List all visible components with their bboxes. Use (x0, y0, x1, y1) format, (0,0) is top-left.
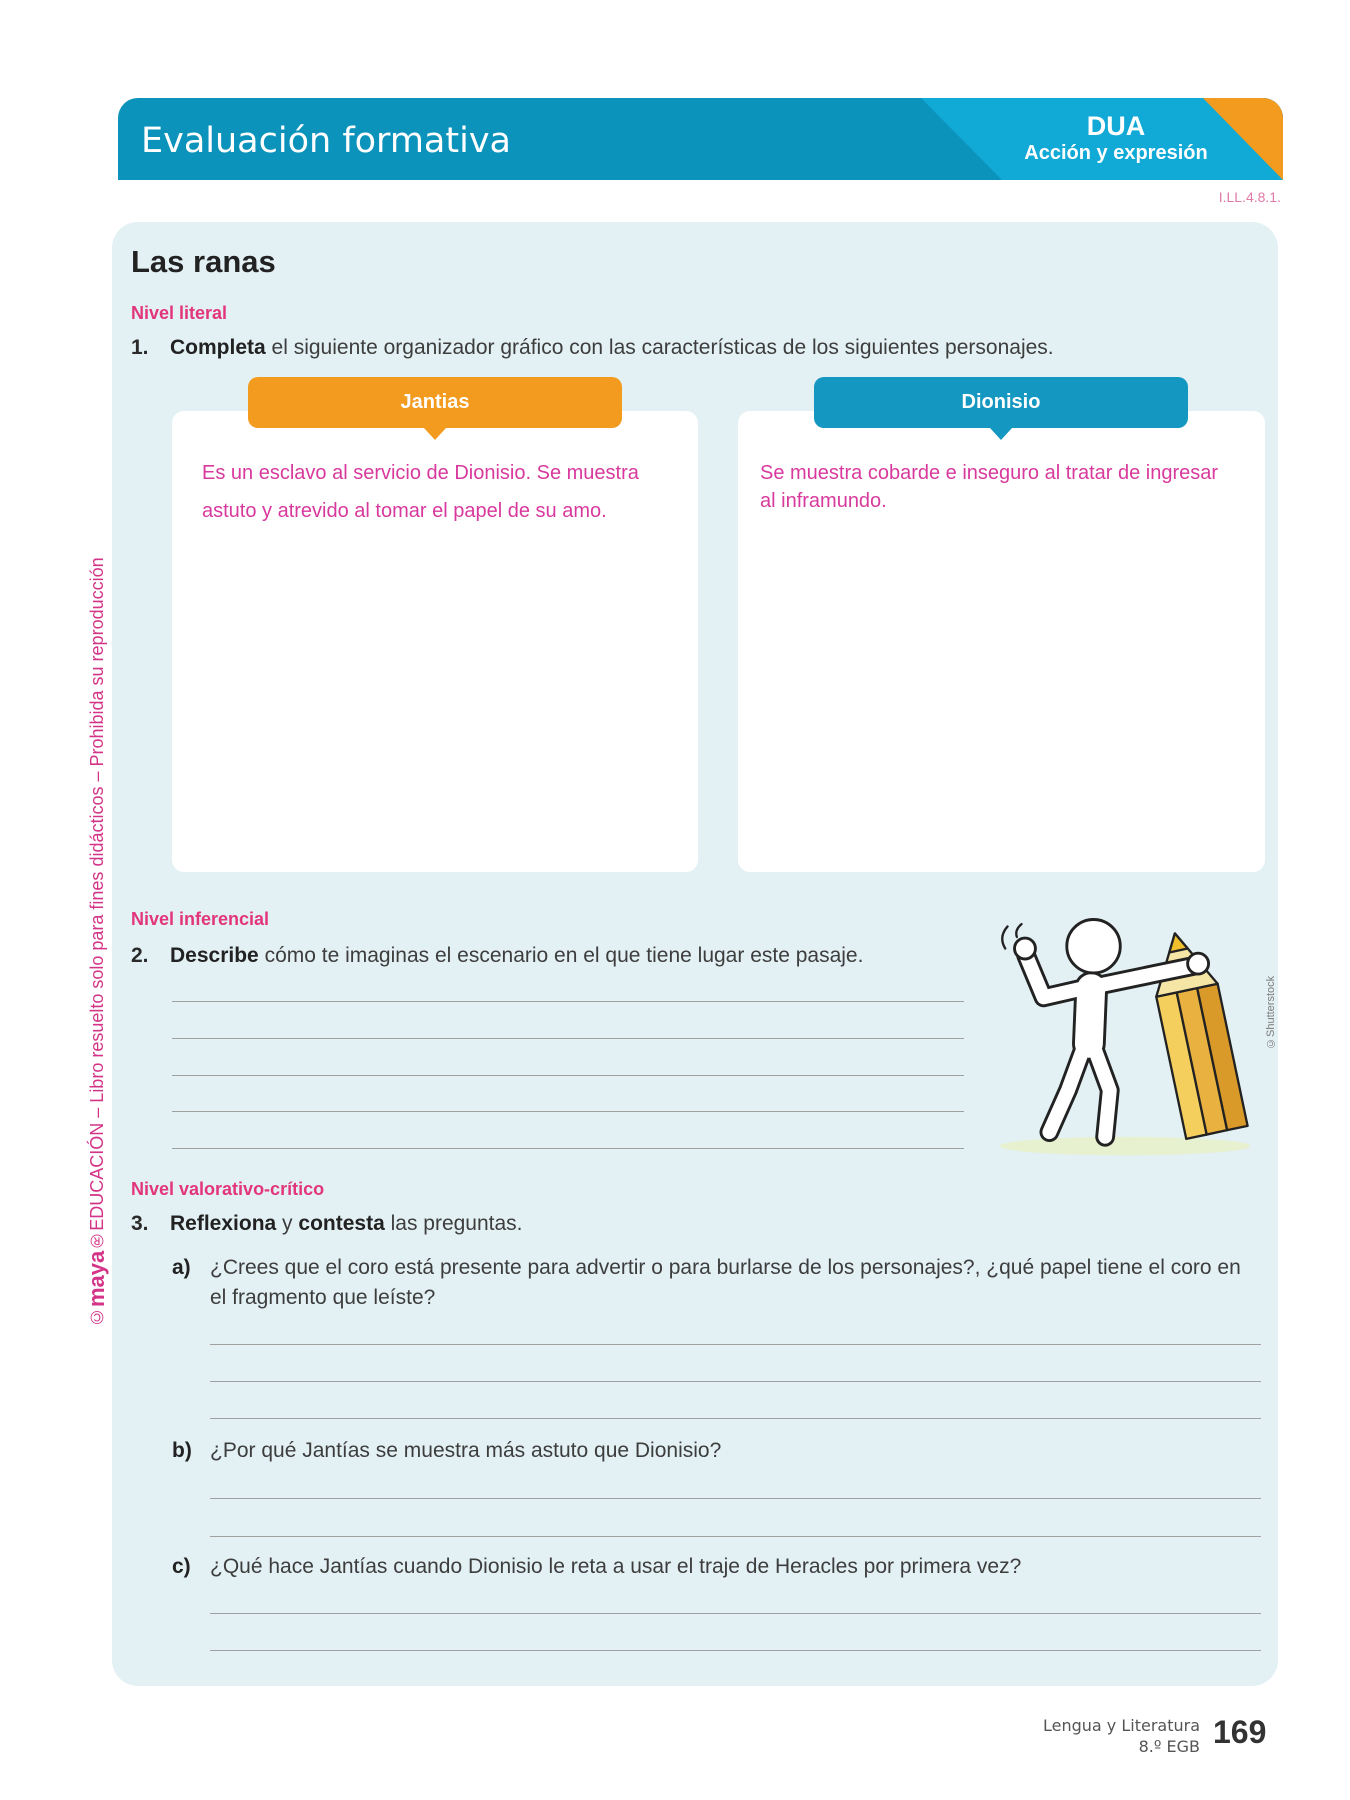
answer-dionisio: Se muestra cobarde e inseguro al tratar de ingresar al inframundo. (760, 462, 1219, 512)
organizer-card-jantias (172, 411, 698, 872)
subquestion-label: c) (172, 1555, 191, 1578)
character-tag-label: Jantias (400, 391, 470, 413)
footer-subject: Lengua y Literatura (1042, 1716, 1200, 1735)
header-title: Evaluación formativa (141, 121, 511, 161)
answer-line (210, 1381, 1261, 1382)
answer-line (172, 1038, 964, 1039)
footer-grade: 8.º EGB (1138, 1737, 1200, 1756)
subquestion-label: a) (172, 1256, 191, 1279)
answer-line (210, 1498, 1261, 1499)
subquestion-text: ¿Qué hace Jantías cuando Dionisio le reta a usar el traje de Heracles por primera vez? (210, 1555, 1022, 1578)
answer-jantias: Es un esclavo al servicio de Dionisio. Se muestra astuto y atrevido al tomar el papel de su amo. (202, 462, 639, 522)
notice-text: ®EDUCACIÓN – Libro resuelto solo para fines didácticos – Prohibida su reproducción (87, 557, 107, 1251)
tag-pointer (424, 428, 446, 440)
question-verb: contesta (298, 1212, 385, 1235)
hand-on-pencil (1188, 953, 1209, 974)
raised-hand (1015, 938, 1036, 959)
image-credit: ©Shutterstock (1265, 975, 1277, 1049)
answer-line (172, 1001, 964, 1002)
subquestion-text: ¿Crees que el coro está presente para advertir o para burlarse de los personajes?, ¿qué papel tiene el coro en el fragmento que leíste? (210, 1256, 1241, 1309)
character-tag-label: Dionisio (961, 391, 1041, 413)
copyright-symbol: © (87, 1307, 107, 1327)
activity-panel (112, 222, 1278, 1686)
question-number: 1. (131, 336, 149, 359)
question-2 (131, 943, 863, 969)
question-conjunction: y (282, 1212, 293, 1235)
answer-line (210, 1344, 1261, 1345)
activity-title: Las ranas (131, 244, 276, 279)
page-number: 169 (1213, 1714, 1267, 1750)
subquestion-label: b) (172, 1439, 192, 1462)
answer-line (210, 1613, 1261, 1614)
pencil-character-illustration (991, 916, 1253, 1160)
character-tag-jantias (248, 377, 622, 428)
answer-line (210, 1650, 1261, 1651)
pencil-tip (1169, 933, 1187, 952)
answer-line (172, 1111, 964, 1112)
dua-subtitle: Acción y expresión (1024, 142, 1208, 164)
brand-logo-text: maya (84, 1250, 109, 1307)
dua-badge (1016, 111, 1216, 165)
level-label-critical: Nivel valorativo-crítico (131, 1179, 325, 1199)
figure-head (1067, 919, 1120, 972)
question-verb: Completa (170, 336, 266, 359)
copyright-notice (86, 493, 108, 1327)
section-header (118, 98, 1283, 180)
answer-line (210, 1536, 1261, 1537)
dua-title: DUA (1086, 111, 1146, 141)
character-tag-dionisio (814, 377, 1188, 428)
indicator-code: I.LL.4.8.1. (1218, 189, 1281, 205)
subquestion-c (172, 1552, 1262, 1582)
question-text: el siguiente organizador gráfico con las características de los siguientes personajes. (271, 336, 1054, 359)
level-label-inferential: Nivel inferencial (131, 909, 270, 929)
question-number: 3. (131, 1212, 149, 1235)
subquestion-b (172, 1436, 1262, 1466)
subquestion-text: ¿Por qué Jantías se muestra más astuto que Dionisio? (210, 1439, 722, 1462)
question-3 (131, 1211, 523, 1237)
question-verb: Describe (170, 944, 259, 967)
question-number: 2. (131, 944, 149, 967)
answer-line (172, 1075, 964, 1076)
ground-shadow (999, 1137, 1250, 1156)
tag-pointer (990, 428, 1012, 440)
answer-line (172, 1148, 964, 1149)
question-text: las preguntas. (390, 1212, 523, 1235)
question-1 (131, 335, 1054, 361)
question-text: cómo te imaginas el escenario en el que tiene lugar este pasaje. (264, 944, 864, 967)
level-label-literal: Nivel literal (131, 303, 228, 323)
subquestion-a (172, 1253, 1262, 1313)
organizer-card-dionisio (738, 411, 1265, 872)
question-verb: Reflexiona (170, 1212, 277, 1235)
answer-line (210, 1418, 1261, 1419)
